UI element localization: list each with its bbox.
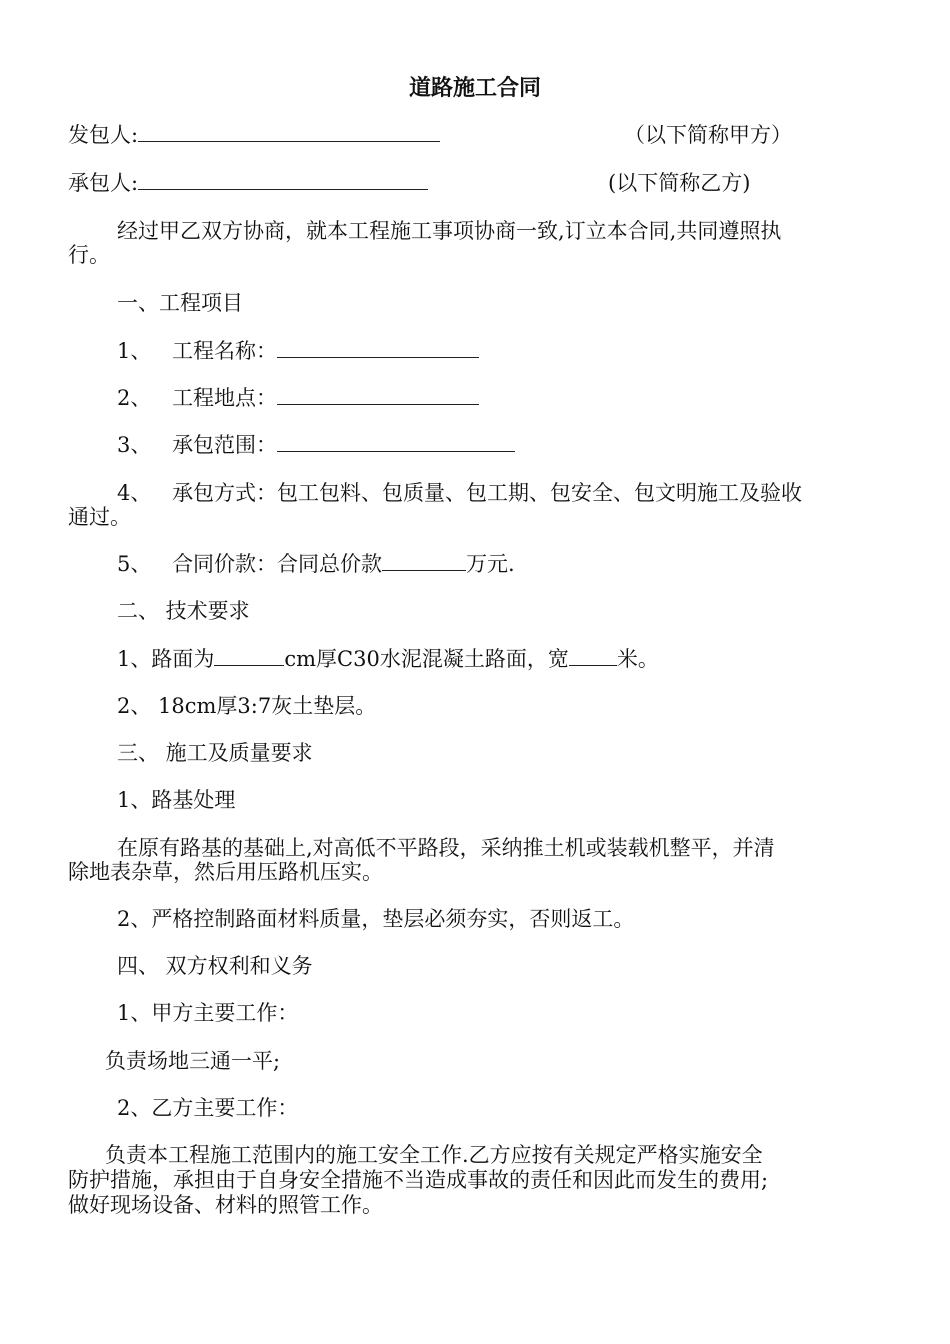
- section-1-heading: 一、工程项目: [117, 291, 243, 315]
- item-5-blank: [382, 552, 466, 571]
- quality-1-text-2: 除地表杂草，然后用压路机压实。: [68, 860, 383, 884]
- item-1-text: 工程名称：: [172, 339, 278, 363]
- item-5-num: 5、: [117, 552, 152, 576]
- item-4-num: 4、: [117, 481, 152, 505]
- item-5-text-a: 合同价款：合同总价款: [172, 552, 383, 576]
- party-b-label: 承包人:: [68, 171, 139, 195]
- tech-1-blank-thickness: [214, 647, 284, 666]
- item-3-blank: [277, 433, 515, 452]
- section-3-heading: 三、 施工及质量要求: [117, 741, 313, 765]
- item-2-num: 2、: [117, 386, 152, 410]
- tech-1: [117, 646, 659, 672]
- item-3-text: 承包范围：: [172, 433, 278, 457]
- tech-1-b: cm厚C30水泥混凝土路面，宽: [284, 647, 569, 671]
- item-1-blank: [277, 339, 479, 358]
- party-a-line: [68, 122, 440, 148]
- item-1-num: 1、: [117, 339, 152, 363]
- duty-b-text-3: 做好现场设备、材料的照管工作。: [68, 1193, 383, 1217]
- duty-a-heading: 1、甲方主要工作：: [117, 1001, 299, 1025]
- section-4-heading: 四、 双方权利和义务: [117, 954, 313, 978]
- item-2: [117, 385, 479, 411]
- page-title: 道路施工合同: [408, 75, 541, 101]
- item-2-text: 工程地点：: [172, 386, 278, 410]
- tech-1-c: 米。: [616, 647, 659, 671]
- quality-2: 2、严格控制路面材料质量，垫层必须夯实，否则返工。: [117, 907, 635, 931]
- quality-1-heading: 1、路基处理: [117, 788, 236, 812]
- party-a-label: 发包人:: [68, 123, 139, 147]
- item-2-blank: [277, 386, 479, 405]
- party-a-blank: [138, 123, 440, 142]
- item-4-text: 承包方式：包工包料、包质量、包工期、包安全、包文明施工及验收: [172, 481, 803, 505]
- party-a-note: （以下简称甲方）: [624, 123, 792, 147]
- tech-2: 2、 18cm厚3:7灰土垫层。: [117, 694, 377, 718]
- tech-1-a: 1、路面为: [117, 647, 215, 671]
- intro-line-2: 行。: [68, 243, 110, 267]
- item-4: [117, 480, 802, 506]
- item-4-continuation: 通过。: [68, 505, 131, 529]
- quality-1-text-1: 在原有路基的基础上,对高低不平路段，采纳推土机或装载机整平，并清: [117, 836, 775, 860]
- item-1: [117, 338, 479, 364]
- item-5-text-b: 万元.: [466, 552, 515, 576]
- section-2-heading: 二、 技术要求: [117, 599, 250, 623]
- duty-b-heading: 2、乙方主要工作：: [117, 1096, 299, 1120]
- item-3-num: 3、: [117, 433, 152, 457]
- duty-a-text: 负责场地三通一平;: [105, 1049, 281, 1073]
- duty-b-text-1: 负责本工程施工范围内的施工安全工作.乙方应按有关规定严格实施安全: [105, 1143, 763, 1167]
- intro-line-1: 经过甲乙双方协商，就本工程施工事项协商一致,订立本合同,共同遵照执: [117, 219, 782, 243]
- party-b-blank: [138, 171, 428, 190]
- item-3: [117, 432, 515, 458]
- party-b-line: [68, 170, 428, 196]
- tech-1-blank-width: [569, 647, 617, 666]
- item-5: [117, 551, 515, 577]
- duty-b-text-2: 防护措施，承担由于自身安全措施不当造成事故的责任和因此而发生的费用;: [68, 1168, 769, 1192]
- party-b-note: (以下简称乙方): [608, 171, 751, 195]
